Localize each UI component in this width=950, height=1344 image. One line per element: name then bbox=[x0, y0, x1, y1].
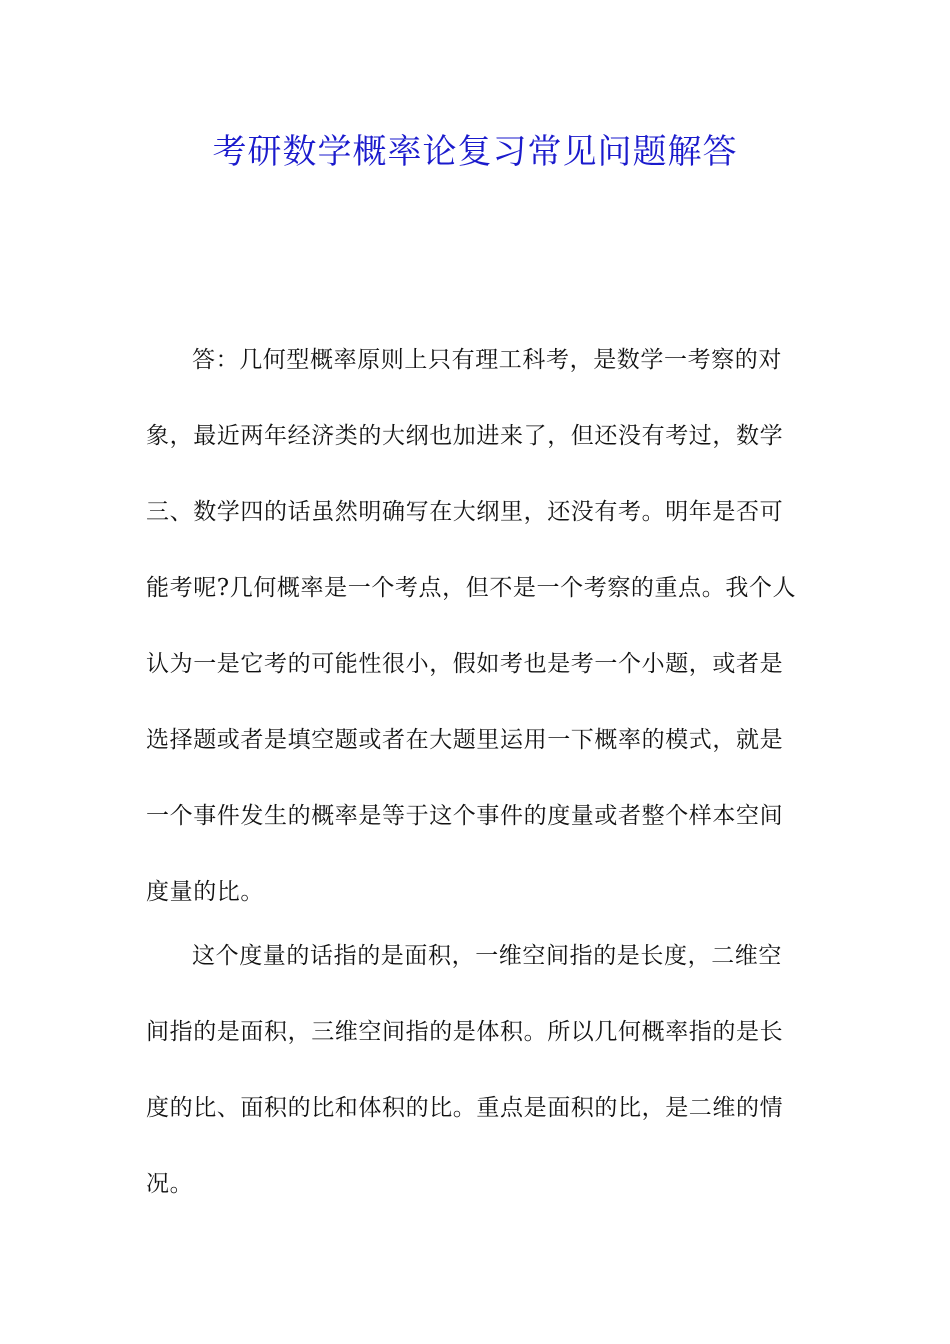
paragraph-line: 一个事件发生的概率是等于这个事件的度量或者整个样本空间 bbox=[146, 803, 784, 829]
paragraph-1 bbox=[146, 322, 806, 930]
paragraph-line: 选择题或者是填空题或者在大题里运用一下概率的模式，就是 bbox=[146, 727, 784, 753]
paragraph-line: 这个度量的话指的是面积，一维空间指的是长度，二维空 bbox=[192, 943, 782, 969]
paragraph-line: 认为一是它考的可能性很小，假如考也是考一个小题，或者是 bbox=[146, 651, 784, 677]
paragraph-line: 间指的是面积，三维空间指的是体积。所以几何概率指的是长 bbox=[146, 1019, 784, 1045]
paragraph-line: 况。 bbox=[146, 1171, 194, 1197]
paragraph-line: 度量的比。 bbox=[146, 879, 264, 905]
paragraph-line: 度的比、面积的比和体积的比。重点是面积的比，是二维的情 bbox=[146, 1095, 784, 1121]
paragraph-line: 答：几何型概率原则上只有理工科考，是数学一考察的对 bbox=[192, 347, 782, 373]
paragraph-line: 能考呢?几何概率是一个考点，但不是一个考察的重点。我个人 bbox=[146, 575, 797, 601]
paragraph-line: 三、数学四的话虽然明确写在大纲里，还没有考。明年是否可 bbox=[146, 499, 784, 525]
paragraph-line: 象，最近两年经济类的大纲也加进来了，但还没有考过，数学 bbox=[146, 423, 784, 449]
paragraph-2 bbox=[146, 918, 806, 1222]
page-title: 考研数学概率论复习常见问题解答 bbox=[212, 132, 738, 172]
